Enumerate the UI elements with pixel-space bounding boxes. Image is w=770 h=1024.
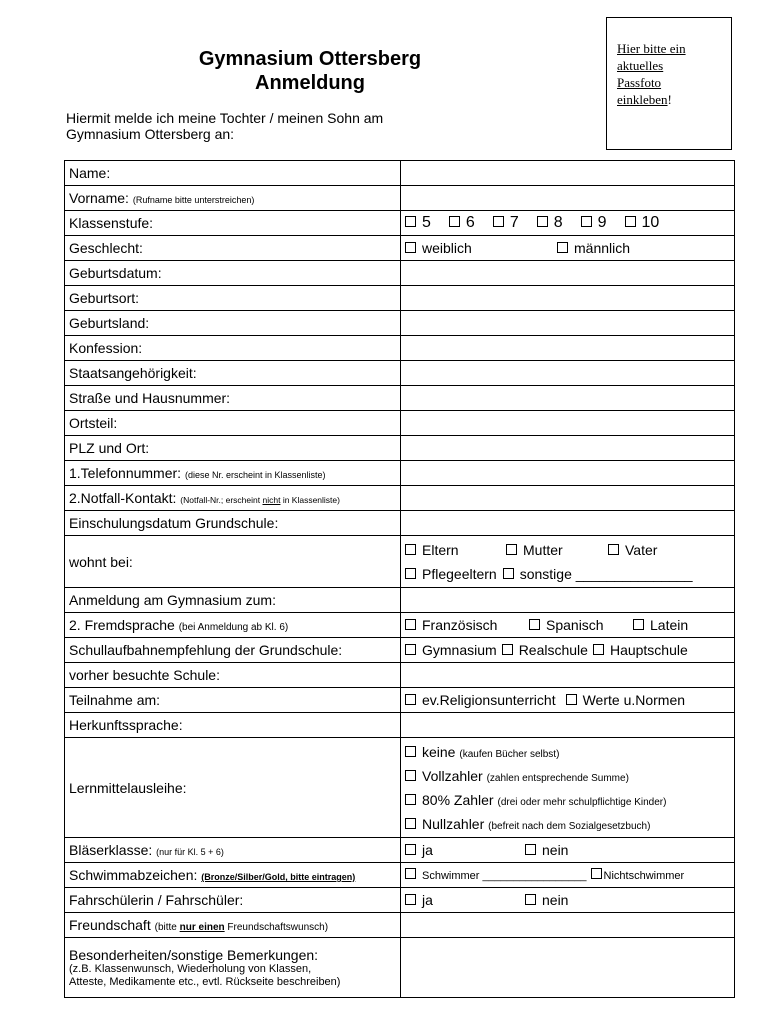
freund-note-a: (bitte — [154, 922, 180, 933]
input-telefon[interactable] — [401, 461, 735, 486]
label-vorher: vorher besuchte Schule: — [65, 663, 401, 688]
row-konfession — [65, 336, 735, 361]
row-vorname — [65, 186, 735, 211]
option-fahr-nein[interactable] — [525, 892, 568, 908]
freund-note-b: nur einen — [179, 922, 225, 933]
klasse-6-label: 6 — [465, 214, 475, 231]
option-klasse-7[interactable] — [493, 214, 519, 232]
row-lernmittel — [65, 738, 735, 838]
option-franzoesisch[interactable] — [405, 617, 529, 633]
klassenstufe-options — [401, 211, 735, 236]
option-80-zahler[interactable] — [405, 788, 730, 812]
row-vorher — [65, 663, 735, 688]
option-werte[interactable] — [566, 692, 685, 708]
row-klassenstufe — [65, 211, 735, 236]
photo-line-1: Hier bitte ein — [617, 41, 686, 56]
latein-label: Latein — [650, 617, 689, 633]
option-mutter[interactable] — [506, 538, 608, 562]
input-geburtsort[interactable] — [401, 286, 735, 311]
option-religion[interactable] — [405, 692, 556, 708]
input-konfession[interactable] — [401, 336, 735, 361]
klasse-8-label: 8 — [553, 214, 563, 231]
option-blaeser-nein[interactable] — [525, 842, 568, 858]
input-bemerk[interactable] — [401, 938, 735, 998]
option-weiblich[interactable] — [405, 240, 557, 256]
option-keine[interactable] — [405, 740, 730, 764]
label-telefon — [65, 461, 401, 486]
label-name: Name: — [65, 161, 401, 186]
schwimm-note: (Bronze/Silber/Gold, bitte eintragen) — [201, 872, 356, 882]
option-maennlich[interactable] — [557, 240, 630, 256]
label-staatsangehoerigkeit: Staatsangehörigkeit: — [65, 361, 401, 386]
realschule-label: Realschule — [518, 642, 588, 658]
label-empfehlung: Schullaufbahnempfehlung der Grundschule: — [65, 638, 401, 663]
row-geburtsort — [65, 286, 735, 311]
label-geburtsdatum: Geburtsdatum: — [65, 261, 401, 286]
telefon-note: (diese Nr. erscheint in Klassenliste) — [184, 470, 326, 480]
schwimm-options — [401, 863, 735, 888]
checkbox-icon — [529, 619, 540, 630]
voll-label: Vollzahler — [422, 767, 483, 784]
row-geburtsland — [65, 311, 735, 336]
option-hauptschule[interactable] — [593, 642, 688, 658]
option-realschule[interactable] — [502, 642, 588, 658]
telefon-text: 1.Telefonnummer: — [69, 465, 182, 481]
freund-note — [155, 922, 328, 933]
label-herkunft: Herkunftssprache: — [65, 713, 401, 738]
checkbox-icon — [593, 644, 604, 655]
input-notfall[interactable] — [401, 486, 735, 511]
row-einschulung — [65, 511, 735, 536]
bemerk-text: Besonderheiten/sonstige Bemerkungen: — [69, 946, 319, 963]
input-plz[interactable] — [401, 436, 735, 461]
gymnasium-label: Gymnasium — [422, 642, 497, 658]
row-freund — [65, 913, 735, 938]
keine-note: (kaufen Bücher selbst) — [459, 748, 560, 760]
input-strasse[interactable] — [401, 386, 735, 411]
checkbox-icon — [537, 216, 548, 227]
option-klasse-9[interactable] — [581, 214, 607, 232]
schwimmer-label: Schwimmer _________________ — [422, 870, 587, 882]
checkbox-icon — [405, 216, 416, 227]
checkbox-icon — [503, 568, 514, 579]
option-spanisch[interactable] — [529, 617, 633, 633]
label-geschlecht: Geschlecht: — [65, 236, 401, 261]
klasse-9-label: 9 — [597, 214, 607, 231]
label-lernmittel: Lernmittelausleihe: — [65, 738, 401, 838]
checkbox-icon — [405, 894, 416, 905]
checkbox-icon — [608, 544, 619, 555]
row-empfehlung — [65, 638, 735, 663]
bemerk-note-1: (z.B. Klassenwunsch, Wiederholung von Klassen, — [69, 962, 312, 975]
label-schwimm — [65, 863, 401, 888]
checkbox-icon — [525, 844, 536, 855]
input-vorher[interactable] — [401, 663, 735, 688]
notfall-note-a: (Notfall-Nr.; erscheint — [180, 495, 263, 505]
checkbox-icon — [405, 242, 416, 253]
checkbox-icon — [405, 844, 416, 855]
row-strasse — [65, 386, 735, 411]
voll-note: (zahlen entsprechende Summe) — [486, 772, 629, 784]
option-pflegeeltern[interactable] — [405, 562, 497, 586]
spanisch-label: Spanisch — [546, 617, 604, 633]
option-blaeser-ja[interactable] — [405, 842, 525, 858]
checkbox-icon — [449, 216, 460, 227]
label-geburtsort: Geburtsort: — [65, 286, 401, 311]
photo-line-3: Passfoto — [617, 75, 662, 90]
row-teilnahme — [65, 688, 735, 713]
religion-label: ev.Religionsunterricht — [422, 692, 556, 708]
checkbox-icon — [525, 894, 536, 905]
fahr-nein-label: nein — [542, 892, 569, 908]
weiblich-label: weiblich — [422, 240, 472, 256]
blaeser-note: (nur für Kl. 5 + 6) — [156, 847, 224, 857]
checkbox-icon — [405, 644, 416, 655]
blaeser-options — [401, 838, 735, 863]
label-anmeldung: Anmeldung am Gymnasium zum: — [65, 588, 401, 613]
franz-label: Französisch — [422, 617, 498, 633]
intro-line-1: Hiermit melde ich meine Tochter / meinen Sohn am — [66, 110, 384, 126]
label-blaeser — [65, 838, 401, 863]
label-teilnahme: Teilnahme am: — [65, 688, 401, 713]
input-geburtsdatum[interactable] — [401, 261, 735, 286]
notfall-note-b: nicht — [262, 495, 281, 505]
row-schwimm — [65, 863, 735, 888]
notfall-note — [180, 495, 340, 505]
checkbox-icon — [581, 216, 592, 227]
checkbox-icon — [557, 242, 568, 253]
mutter-label: Mutter — [523, 541, 563, 558]
row-ortsteil — [65, 411, 735, 436]
bemerk-note-2: Atteste, Medikamente etc., evtl. Rückseite beschreiben) — [69, 975, 341, 988]
option-schwimmer[interactable] — [405, 868, 587, 882]
checkbox-icon — [506, 544, 517, 555]
freund-note-c: Freundschaftswunsch) — [224, 922, 329, 933]
maennlich-label: männlich — [574, 240, 631, 256]
checkbox-icon — [493, 216, 504, 227]
row-fremdsprache — [65, 613, 735, 638]
photo-line-2: aktuelles — [617, 58, 664, 73]
blaeser-nein-label: nein — [542, 842, 569, 858]
form-title: Anmeldung — [255, 72, 365, 94]
intro-line-2: Gymnasium Ottersberg an: — [66, 126, 235, 142]
checkbox-icon — [405, 746, 416, 757]
option-klasse-8[interactable] — [537, 214, 563, 232]
checkbox-icon — [405, 694, 416, 705]
option-vollzahler[interactable] — [405, 764, 730, 788]
eltern-label: Eltern — [422, 541, 459, 558]
sonstige-label: sonstige _______________ — [519, 565, 693, 582]
label-fahr: Fahrschülerin / Fahrschüler: — [65, 888, 401, 913]
fremdsprache-text: 2. Fremdsprache — [69, 617, 175, 633]
freund-text: Freundschaft — [69, 917, 151, 933]
input-staatsangehoerigkeit[interactable] — [401, 361, 735, 386]
row-herkunft — [65, 713, 735, 738]
vater-label: Vater — [625, 541, 658, 558]
pflegeeltern-label: Pflegeeltern — [422, 565, 497, 582]
option-klasse-6[interactable] — [449, 214, 475, 232]
notfall-note-c: in Klassenliste) — [280, 495, 340, 505]
photo-box — [606, 17, 732, 150]
checkbox-icon — [566, 694, 577, 705]
registration-table — [64, 160, 735, 998]
achtzig-label: 80% Zahler — [422, 791, 494, 808]
row-wohnt — [65, 536, 735, 588]
option-nichtschwimmer[interactable] — [591, 868, 685, 882]
label-bemerk — [65, 938, 401, 998]
klasse-5-label: 5 — [422, 214, 431, 231]
school-title: Gymnasium Ottersberg — [198, 48, 422, 70]
input-ortsteil[interactable] — [401, 411, 735, 436]
option-nullzahler[interactable] — [405, 812, 730, 836]
option-klasse-5[interactable] — [405, 214, 431, 232]
checkbox-icon — [625, 216, 636, 227]
row-plz — [65, 436, 735, 461]
hauptschule-label: Hauptschule — [609, 642, 688, 658]
schwimm-text: Schwimmabzeichen: — [69, 867, 198, 883]
option-fahr-ja[interactable] — [405, 892, 525, 908]
option-vater[interactable] — [608, 538, 657, 562]
checkbox-icon — [633, 619, 644, 630]
label-freund — [65, 913, 401, 938]
option-gymnasium[interactable] — [405, 642, 497, 658]
photo-line-4: einkleben — [617, 92, 668, 107]
fahr-ja-label: ja — [422, 892, 433, 908]
checkbox-icon — [405, 794, 416, 805]
null-note: (befreit nach dem Sozialgesetzbuch) — [488, 820, 651, 832]
option-klasse-10[interactable] — [625, 214, 660, 232]
checkbox-icon — [502, 644, 513, 655]
input-einschulung[interactable] — [401, 511, 735, 536]
label-plz: PLZ und Ort: — [65, 436, 401, 461]
row-fahr — [65, 888, 735, 913]
fremdsprache-options — [401, 613, 735, 638]
row-notfall — [65, 486, 735, 511]
label-vorname — [65, 186, 401, 211]
checkbox-icon — [405, 868, 416, 879]
row-staatsangehoerigkeit — [65, 361, 735, 386]
input-vorname[interactable] — [401, 186, 735, 211]
input-freund[interactable] — [401, 913, 735, 938]
nichtschwimmer-label: Nichtschwimmer — [603, 870, 685, 882]
label-konfession: Konfession: — [65, 336, 401, 361]
klasse-7-label: 7 — [509, 214, 519, 231]
label-fremdsprache — [65, 613, 401, 638]
blaeser-ja-label: ja — [422, 842, 433, 858]
row-telefon — [65, 461, 735, 486]
vorname-text: Vorname: — [69, 190, 129, 206]
checkbox-icon — [405, 544, 416, 555]
teilnahme-options — [401, 688, 735, 713]
input-geburtsland[interactable] — [401, 311, 735, 336]
checkbox-icon — [405, 818, 416, 829]
null-label: Nullzahler — [422, 815, 485, 832]
geschlecht-options — [401, 236, 735, 261]
label-einschulung: Einschulungsdatum Grundschule: — [65, 511, 401, 536]
photo-suffix: ! — [667, 92, 672, 107]
blaeser-text: Bläserklasse: — [69, 842, 153, 858]
checkbox-icon — [405, 619, 416, 630]
option-eltern[interactable] — [405, 538, 506, 562]
achtzig-note: (drei oder mehr schulpflichtige Kinder) — [497, 796, 667, 808]
row-name — [65, 161, 735, 186]
option-latein[interactable] — [633, 617, 688, 633]
input-anmeldung[interactable] — [401, 588, 735, 613]
input-name[interactable] — [401, 161, 735, 186]
checkbox-icon — [591, 868, 602, 879]
fahr-options — [401, 888, 735, 913]
empfehlung-options — [401, 638, 735, 663]
checkbox-icon — [405, 568, 416, 579]
option-sonstige[interactable] — [503, 562, 693, 586]
keine-label: keine — [422, 743, 456, 760]
fremdsprache-note: (bei Anmeldung ab Kl. 6) — [178, 622, 289, 633]
label-geburtsland: Geburtsland: — [65, 311, 401, 336]
vorname-note: (Rufname bitte unterstreichen) — [132, 195, 255, 205]
wohnt-options — [401, 536, 735, 588]
row-geschlecht — [65, 236, 735, 261]
row-blaeser — [65, 838, 735, 863]
checkbox-icon — [405, 770, 416, 781]
intro-text — [66, 110, 383, 142]
row-anmeldung — [65, 588, 735, 613]
klasse-10-label: 10 — [641, 214, 660, 231]
label-strasse: Straße und Hausnummer: — [65, 386, 401, 411]
label-notfall — [65, 486, 401, 511]
row-geburtsdatum — [65, 261, 735, 286]
label-wohnt: wohnt bei: — [65, 536, 401, 588]
lernmittel-options — [401, 738, 735, 838]
row-bemerk — [65, 938, 735, 998]
label-klassenstufe: Klassenstufe: — [65, 211, 401, 236]
notfall-text: 2.Notfall-Kontakt: — [69, 490, 177, 506]
label-ortsteil: Ortsteil: — [65, 411, 401, 436]
werte-label: Werte u.Normen — [582, 692, 686, 708]
input-herkunft[interactable] — [401, 713, 735, 738]
